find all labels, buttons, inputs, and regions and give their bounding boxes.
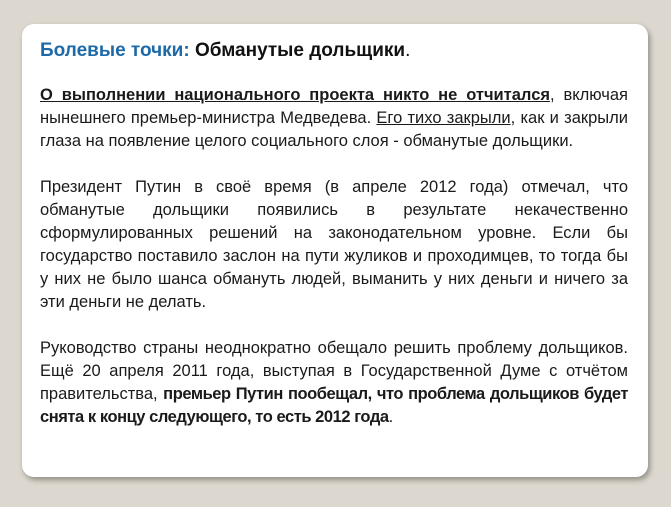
slide-title xyxy=(40,38,628,64)
p3-end: . xyxy=(388,408,394,426)
slide-card xyxy=(22,24,648,477)
paragraph-2: Президент Путин в своё время (в апреле 2012 года) отмечал, что обманутые дольщики появились в результате некачественно сформулированных решений на законодательном уровне. Если бы государство поставило заслон на пути жуликов и проходимцев, то тогда бы у них не было шанса обмануть людей, выманить у них деньги и ничего за эти деньги не делать. xyxy=(40,178,628,311)
p1-underlined: Его тихо закрыли xyxy=(376,109,511,127)
p1-underlined-bold: О выполнении национального проекта никто не отчитался xyxy=(40,86,550,104)
title-end: . xyxy=(405,40,411,61)
p1-text-b: , как и закрыли глаза на появление целого социального слоя - обманутые дольщики. xyxy=(40,109,628,150)
p1-text-a: , включая нынешнего премьер-министра Медведева. xyxy=(40,86,628,127)
title-accent: Болевые точки: xyxy=(40,40,190,61)
p3-bold: премьер Путин пообещал, что проблема дольщиков будет снята к концу следующего, то есть 2012 года xyxy=(40,385,628,426)
p3-text: Руководство страны неоднократно обещало решить проблему дольщиков. Ещё 20 апреля 2011 года, выступая в Государственной Думе с отчётом правительства, xyxy=(40,339,628,403)
paragraph-1 xyxy=(40,84,628,153)
title-main: Обманутые дольщики xyxy=(194,40,406,61)
paragraph-3 xyxy=(40,337,628,429)
